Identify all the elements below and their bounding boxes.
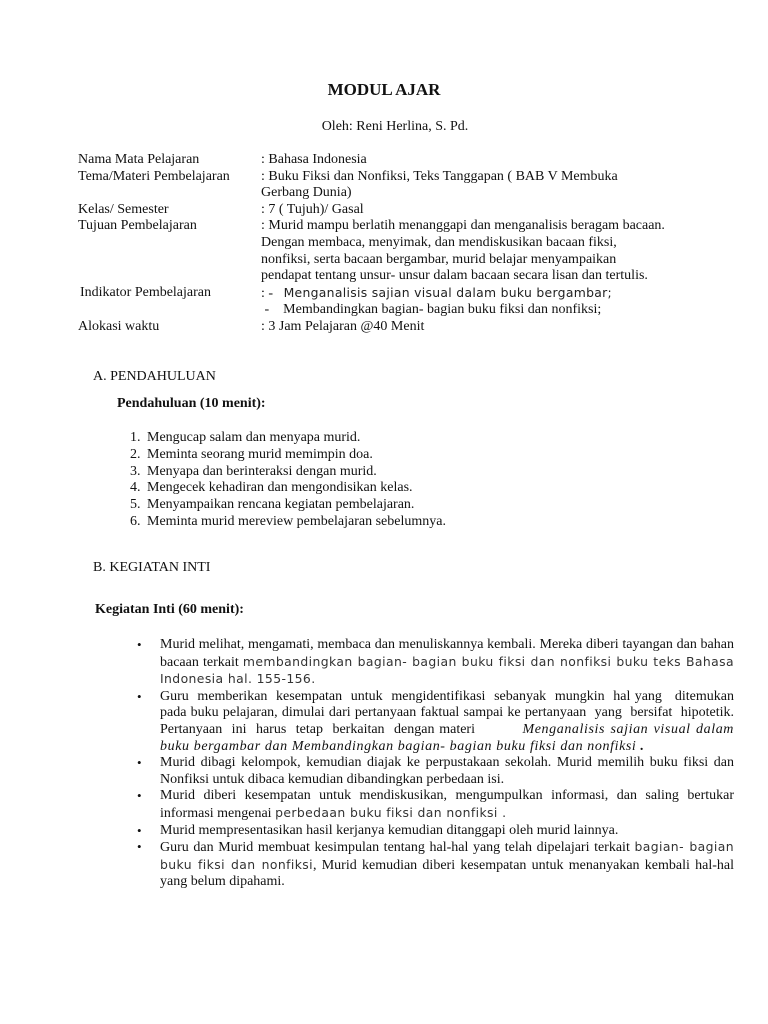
list-item: 2. Meminta seorang murid memimpin doa. bbox=[144, 447, 704, 464]
info-label: Nama Mata Pelajaran bbox=[78, 152, 200, 167]
section-b-subheading: Kegiatan Inti (60 menit): bbox=[95, 602, 244, 617]
info-label: Indikator Pembelajaran bbox=[80, 284, 212, 300]
activity-text: , Murid kemudian diberi kesempatan untuk menanyakan kembali hal-hal yang belum dipahami. bbox=[160, 857, 734, 890]
info-value-line: Gerbang Dunia) bbox=[261, 185, 352, 201]
info-value bbox=[261, 218, 728, 284]
indicator-text: Menganalisis sajian visual dalam buku bergambar; bbox=[283, 284, 613, 300]
activity-text-emphasis: perbedaan buku fiksi dan nonfiksi . bbox=[275, 804, 507, 820]
activity-text: Guru dan Murid membuat kesimpulan tentang hal-hal yang telah dipelajari terkait bbox=[160, 840, 635, 856]
bullet-icon: • bbox=[137, 755, 142, 771]
info-row-goal bbox=[78, 218, 728, 284]
activity-text-emphasis: membandingkan bagian- bagian buku fiksi dan nonfiksi buku teks Bahasa Indonesia hal. 155-156. bbox=[160, 653, 734, 687]
info-value bbox=[261, 285, 728, 319]
bullet-icon: • bbox=[137, 839, 142, 855]
info-label: Kelas/ Semester bbox=[78, 201, 169, 217]
info-value: : 3 Jam Pelajaran @40 Menit bbox=[261, 318, 425, 334]
info-value-line: nonfiksi, serta bacaan bergambar, murid belajar menyampaikan bbox=[261, 251, 617, 267]
list-item: 3. Menyapa dan berinteraksi dengan murid. bbox=[144, 464, 704, 481]
info-value-line: pendapat tentang unsur- unsur dalam bacaan secara lisan dan tertulis. bbox=[261, 268, 648, 284]
info-label: Tema/Materi Pembelajaran bbox=[78, 168, 230, 184]
indicator-prefix: : - bbox=[261, 285, 284, 301]
list-item: 1. Mengucap salam dan menyapa murid. bbox=[144, 430, 704, 447]
document-title: MODUL AJAR bbox=[327, 80, 441, 99]
section-a-subheading: Pendahuluan (10 menit): bbox=[117, 396, 266, 411]
info-value-line: Dengan membaca, menyimak, dan mendiskusikan bacaan fiksi, bbox=[261, 234, 617, 250]
info-row-time bbox=[78, 319, 728, 336]
activity-text: Murid diberi kesempatan untuk mendiskusikan, mengumpulkan informasi, dan saling bertukar informasi mengenai bbox=[160, 788, 734, 821]
bullet-icon: • bbox=[137, 688, 142, 704]
indicator-prefix: - bbox=[261, 302, 284, 318]
bullet-icon: • bbox=[137, 822, 142, 838]
info-value: : 7 ( Tujuh)/ Gasal bbox=[261, 201, 364, 217]
indicator-text: Membandingkan bagian- bagian buku fiksi dan nonfiksi; bbox=[283, 302, 602, 318]
document-author: Oleh: Reni Herlina, S. Pd. bbox=[321, 119, 469, 134]
info-value-line bbox=[261, 285, 728, 303]
list-item bbox=[137, 755, 734, 788]
info-value-line bbox=[261, 302, 728, 319]
section-a-heading: A. PENDAHULUAN bbox=[93, 369, 216, 384]
section-b-heading: B. KEGIATAN INTI bbox=[93, 560, 211, 575]
info-row-class bbox=[78, 202, 728, 219]
info-value-line: : Buku Fiksi dan Nonfiksi, Teks Tanggapan ( BAB V Membuka bbox=[261, 168, 618, 184]
activity-text: Murid melihat, mengamati, membaca dan menuliskannya kembali. Mereka diberi tayangan dan bahan bacaan terkait bbox=[160, 637, 734, 670]
activity-text: . bbox=[636, 738, 644, 754]
list-item bbox=[137, 822, 734, 840]
list-item: 4. Mengecek kehadiran dan mengondisikan kelas. bbox=[144, 480, 704, 497]
intro-step-list bbox=[117, 430, 704, 531]
info-value bbox=[261, 169, 728, 202]
info-label: Tujuan Pembelajaran bbox=[78, 218, 197, 234]
list-item bbox=[137, 788, 734, 822]
activity-text-emphasis: Menganalisis sajian visual dalam buku bergambar dan Membandingkan bagian- bagian buku fiksi dan nonfiksi bbox=[160, 721, 735, 754]
list-item: 6. Meminta murid mereview pembelajaran sebelumnya. bbox=[144, 514, 704, 531]
bullet-icon: • bbox=[137, 788, 142, 804]
activity-text: Murid mempresentasikan hasil kerjanya kemudian ditanggapi oleh murid lainnya. bbox=[160, 822, 619, 838]
list-item: 5. Menyampaikan rencana kegiatan pembelajaran. bbox=[144, 497, 704, 514]
list-item bbox=[137, 688, 741, 755]
info-value-line: : Murid mampu berlatih menanggapi dan menganalisis beragam bacaan. bbox=[261, 218, 665, 234]
info-label: Alokasi waktu bbox=[78, 318, 160, 334]
activity-text: Murid dibagi kelompok, kemudian diajak ke perpustakaan sekolah. Murid memilih buku fiksi dan Nonfiksi untuk dibaca kemudian dibandingkan perbedaan isi. bbox=[160, 755, 734, 787]
core-activity-list bbox=[135, 637, 741, 891]
info-value: : Bahasa Indonesia bbox=[261, 152, 367, 167]
info-row-theme bbox=[78, 169, 728, 202]
activity-text-emphasis: bagian- bagian buku fiksi dan nonfiksi bbox=[160, 839, 734, 872]
list-item bbox=[137, 839, 734, 891]
info-block bbox=[78, 152, 728, 336]
info-row-subject bbox=[78, 152, 728, 169]
bullet-icon: • bbox=[137, 637, 142, 652]
activity-text: Guru memberikan kesempatan untuk mengidentifikasi sebanyak mungkin hal yang ditemukan pada buku pelajaran, dimulai dari pertanyaan faktual sampai ke pertanyaan yang bersifat hipotetik. Pertanyaan ini harus tetap berkaitan dengan materi bbox=[160, 688, 741, 737]
info-row-indicator bbox=[80, 285, 728, 319]
list-item bbox=[137, 637, 734, 689]
